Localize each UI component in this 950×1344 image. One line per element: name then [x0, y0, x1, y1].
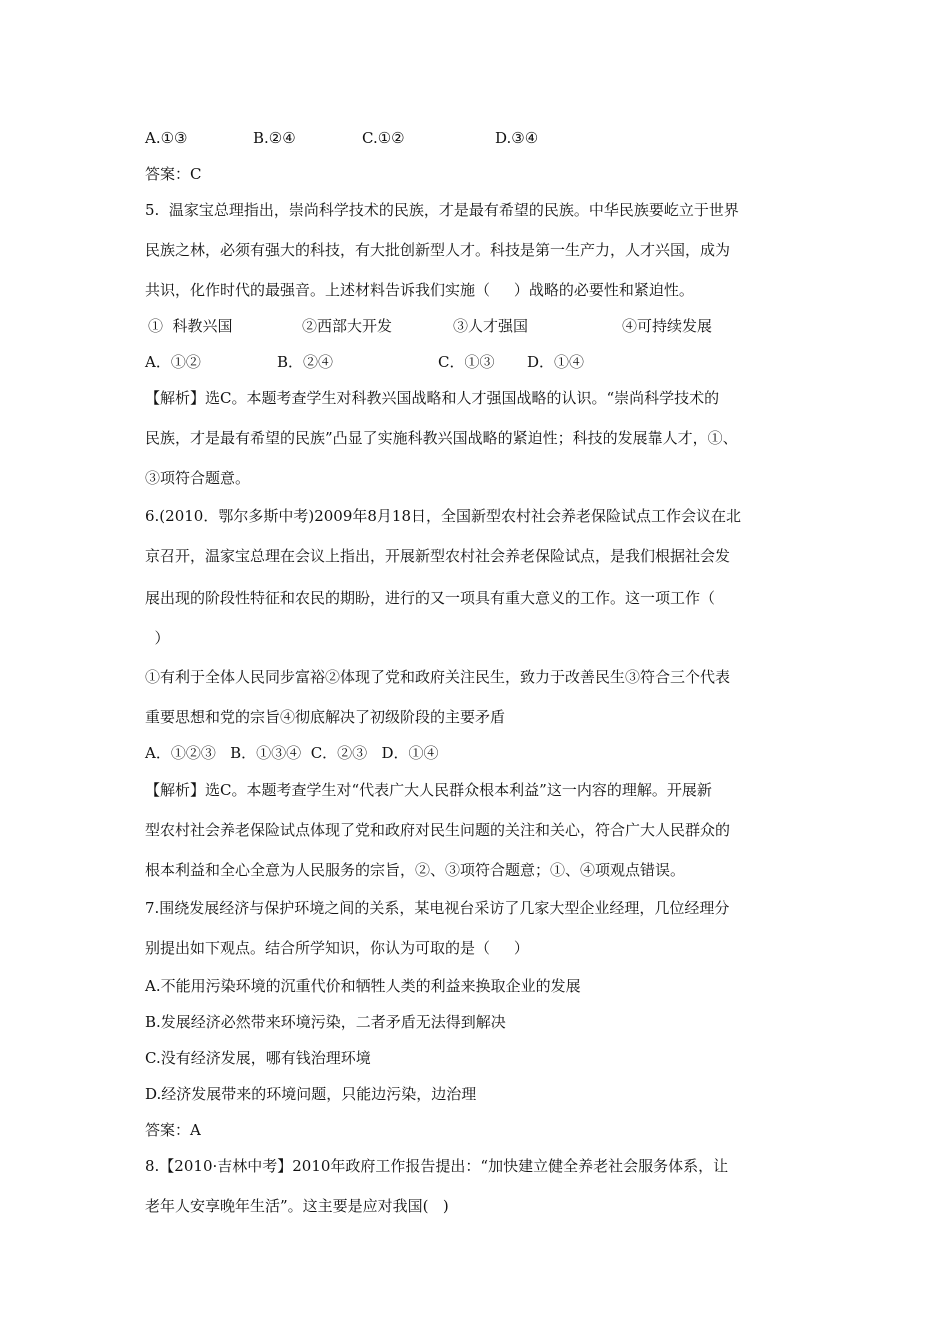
q5-stem-line-3: 共识，化作时代的最强音。上述材料告诉我们实施（ ）战略的必要性和紧迫性。: [145, 281, 694, 299]
q6-stem-line-4: ）: [145, 629, 170, 647]
q7-option-d: D.经济发展带来的环境问题，只能边污染，边治理: [145, 1085, 477, 1103]
q4-option-c: C.①②: [362, 129, 405, 147]
q7-option-b: B.发展经济必然带来环境污染，二者矛盾无法得到解决: [145, 1013, 506, 1031]
q4-option-b: B.②④: [253, 129, 296, 147]
q6-stem-line-1: 6.(2010．鄂尔多斯中考)2009年8月18日，全国新型农村社会养老保险试点工作会议在北: [145, 507, 741, 525]
q7-option-c: C.没有经济发展，哪有钱治理环境: [145, 1049, 371, 1067]
q8-stem-line-1: 8.【2010·吉林中考】2010年政府工作报告提出：“加快建立健全养老社会服务体系，让: [145, 1157, 729, 1175]
q6-statements-line-1: ①有利于全体人民同步富裕②体现了党和政府关注民生，致力于改善民生③符合三个代表: [145, 668, 731, 686]
q4-option-d: D.③④: [495, 129, 539, 147]
q6-options: A．①②③ B．①③④ C．②③ D．①④: [145, 744, 439, 762]
q5-stem-line-1: 5. 温家宝总理指出，崇尚科学技术的民族，才是最有希望的民族。中华民族要屹立于世界: [145, 201, 739, 219]
q8-stem-line-2: 老年人安享晚年生活”。这主要是应对我国( ): [145, 1197, 449, 1215]
q5-analysis-line-3: ③项符合题意。: [145, 469, 251, 487]
q6-analysis-line-1: 【解析】选C。本题考查学生对“代表广大人民群众根本利益”这一内容的理解。开展新: [145, 781, 712, 799]
q5-stem-line-2: 民族之林，必须有强大的科技，有大批创新型人才。科技是第一生产力，人才兴国，成为: [145, 241, 731, 259]
q6-stem-line-2: 京召开，温家宝总理在会议上指出，开展新型农村社会养老保险试点，是我们根据社会发: [145, 547, 731, 565]
q5-option-d: D．①④: [527, 353, 585, 371]
q4-answer: 答案：C: [145, 165, 202, 183]
q5-item-2: ②西部大开发: [302, 317, 393, 335]
q7-option-a: A.不能用污染环境的沉重代价和牺牲人类的利益来换取企业的发展: [145, 977, 581, 995]
q6-analysis-line-3: 根本利益和全心全意为人民服务的宗旨，②、③项符合题意；①、④项观点错误。: [145, 861, 686, 879]
q5-analysis-line-1: 【解析】选C。本题考查学生对科教兴国战略和人才强国战略的认识。“崇尚科学技术的: [145, 389, 720, 407]
q7-stem-line-2: 别提出如下观点。结合所学知识，你认为可取的是（ ）: [145, 939, 529, 957]
q5-option-b: B．②④: [277, 353, 334, 371]
q6-statements-line-2: 重要思想和党的宗旨④彻底解决了初级阶段的主要矛盾: [145, 708, 506, 726]
q5-option-c: C．①③: [438, 353, 495, 371]
q6-stem-line-3: 展出现的阶段性特征和农民的期盼，进行的又一项具有重大意义的工作。这一项工作（: [145, 589, 716, 607]
q7-answer: 答案：A: [145, 1121, 201, 1139]
q6-analysis-line-2: 型农村社会养老保险试点体现了党和政府对民生问题的关注和关心，符合广大人民群众的: [145, 821, 731, 839]
q5-item-4: ④可持续发展: [622, 317, 713, 335]
q5-item-3: ③人才强国: [453, 317, 529, 335]
q7-stem-line-1: 7.围绕发展经济与保护环境之间的关系，某电视台采访了几家大型企业经理，几位经理分: [145, 899, 730, 917]
q5-item-1: ① 科教兴国: [148, 317, 233, 335]
q4-option-a: A.①③: [145, 129, 188, 147]
q5-analysis-line-2: 民族，才是最有希望的民族”凸显了实施科教兴国战略的紧迫性；科技的发展靠人才，①、: [145, 429, 738, 447]
q5-option-a: A．①②: [145, 353, 201, 371]
